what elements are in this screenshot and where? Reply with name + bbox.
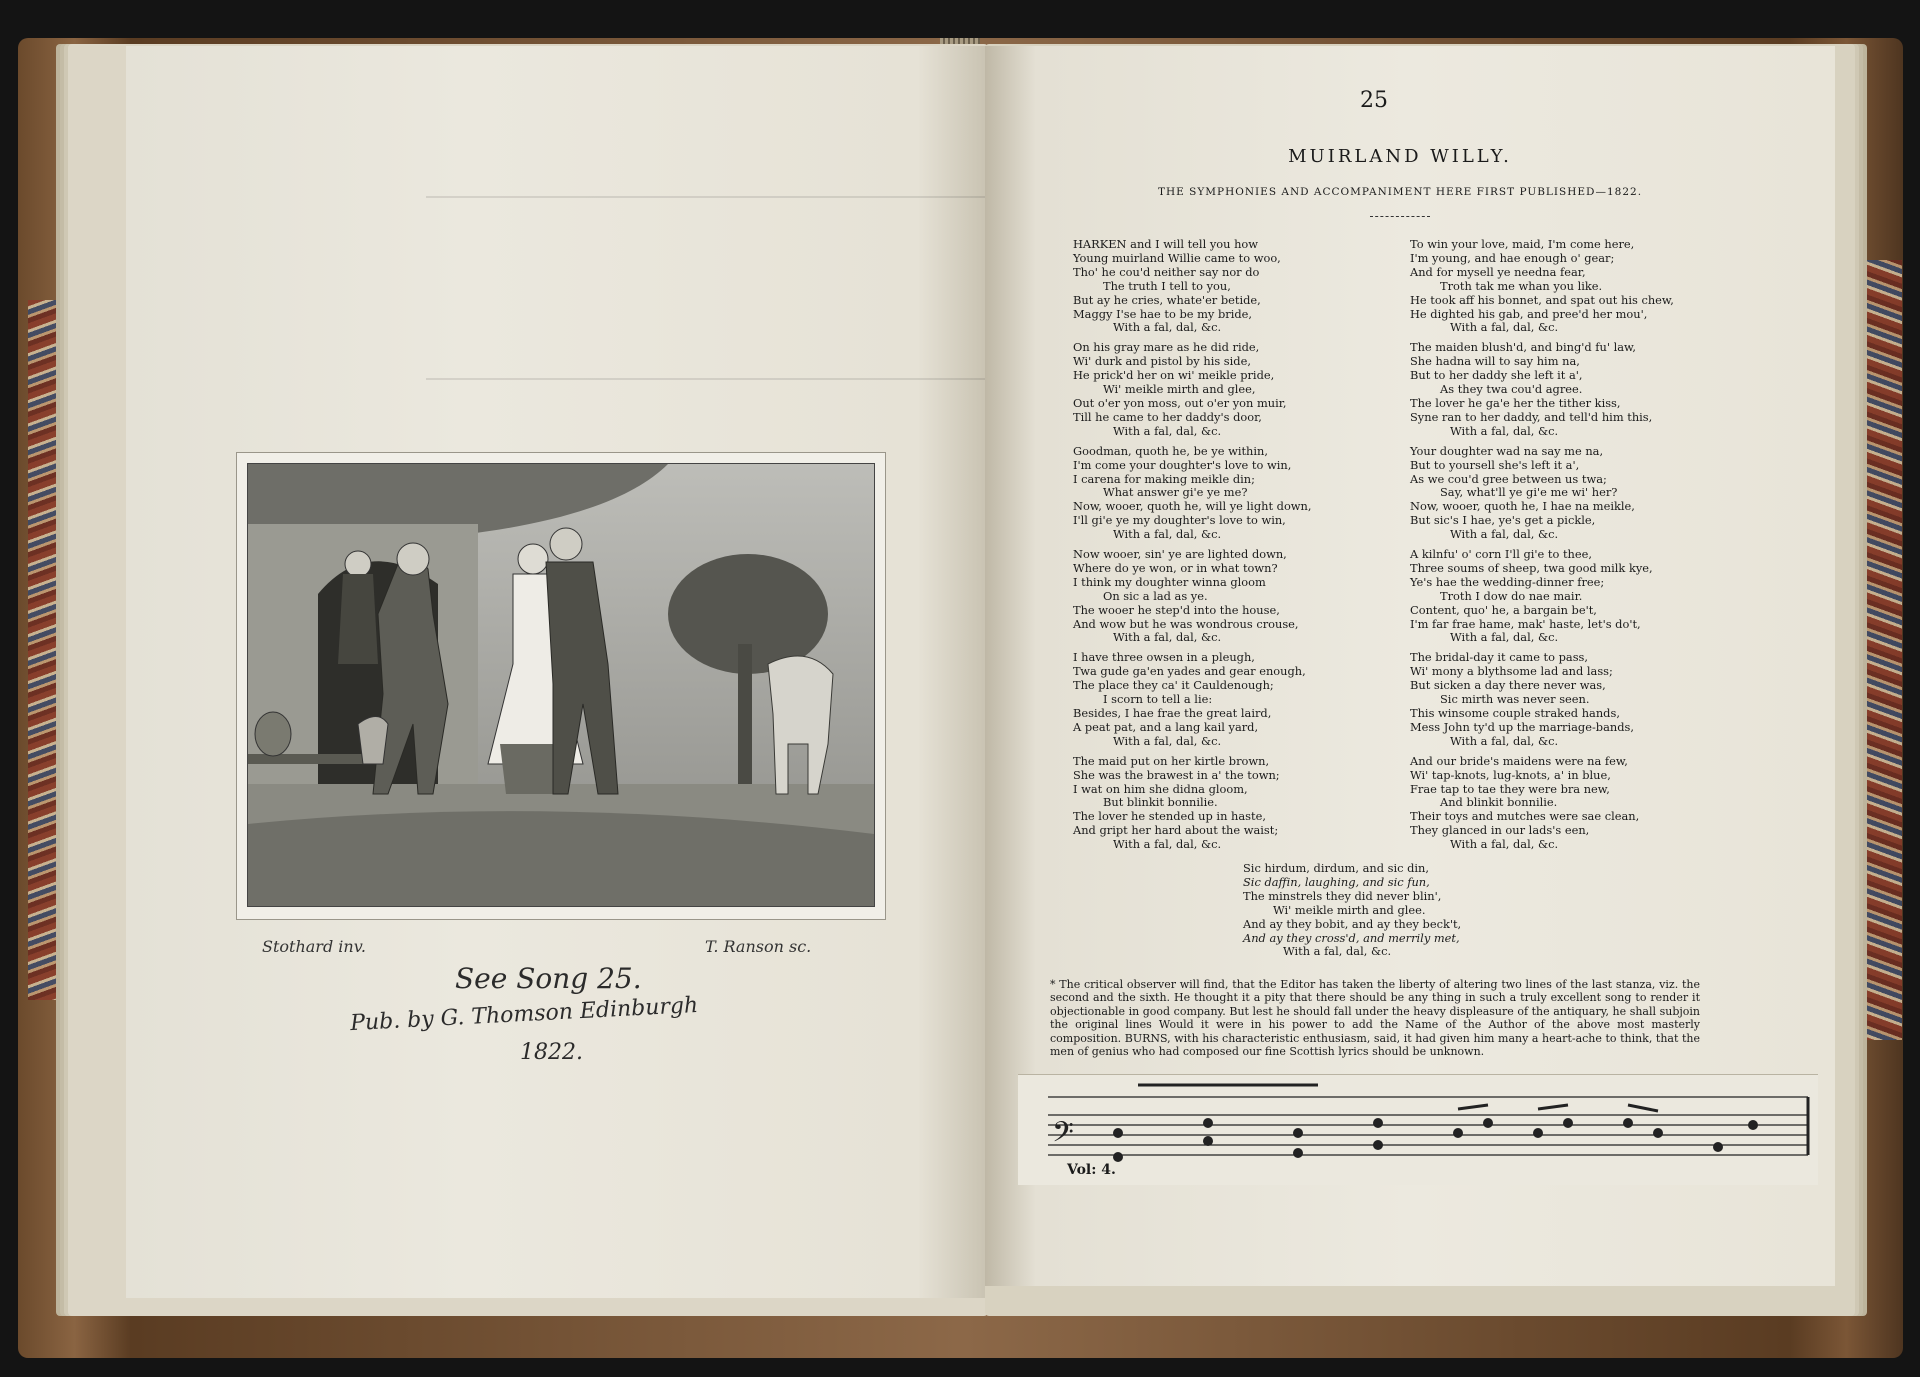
lyric-line: As we cou'd gree between us twa;	[1410, 471, 1607, 486]
lyric-line: Wi' tap-knots, lug-knots, a' in blue,	[1410, 767, 1611, 782]
lyric-line: And wow but he was wondrous crouse,	[1073, 616, 1299, 631]
lyric-line: What answer gi'e ye me?	[1103, 485, 1248, 500]
lyric-line: He prick'd her on wi' meikle pride,	[1073, 368, 1275, 383]
svg-text:𝄢: 𝄢	[1052, 1116, 1074, 1156]
lyric-line: Maggy I'se hae to be my bride,	[1073, 306, 1253, 321]
lyric-line: Young muirland Willie came to woo,	[1073, 250, 1281, 265]
stanza	[1410, 755, 1720, 852]
stanza	[1073, 238, 1373, 335]
lyric-line: With a fal, dal, &c.	[1113, 423, 1222, 438]
footnote: * The critical observer will find, that the Editor has taken the liberty of altering two lines of the last stanza, viz. the second and the sixth. He thought it a pity that there should be any thing in such a truly excellent song to render it objectionable in good company. But lest he should fall under the heavy displeasure of the antiquary, he shall subjoin the original lines Would it were in his power to add the Name of the Author of the above most masterly composition. BURNS, with his characteristic enthusiasm, said, it had given him many a heart-ache to think, that the men of genius who had composed our fine Scottish lyrics should be unknown.	[1050, 978, 1700, 1059]
lyric-line: Now wooer, sin' ye are lighted down,	[1073, 547, 1287, 562]
music-staff-fragment	[1018, 1074, 1818, 1185]
lyric-line: With a fal, dal, &c.	[1450, 423, 1559, 438]
lyric-line: This winsome couple straked hands,	[1410, 706, 1620, 720]
lyric-line: The lover he ga'e her the tither kiss,	[1410, 395, 1621, 410]
handwritten-note-line-1: See Song 25.	[455, 962, 642, 995]
stanza	[1073, 548, 1373, 645]
stanza	[1073, 755, 1373, 852]
lyric-line: Besides, I hae frae the great laird,	[1073, 706, 1272, 720]
lyric-line: Out o'er yon moss, out o'er yon muir,	[1073, 395, 1287, 410]
lyric-line: The wooer he step'd into the house,	[1073, 602, 1280, 617]
lyric-line: And ay they cross'd, and merrily met,	[1243, 930, 1460, 945]
music-notation	[1018, 1075, 1818, 1185]
lyric-line: To win your love, maid, I'm come here,	[1410, 237, 1635, 251]
stanza	[1410, 238, 1720, 335]
volume-label: Vol: 4.	[1067, 1162, 1116, 1178]
lyrics-final-stanza	[1243, 862, 1543, 959]
lyric-line: And gript her hard about the waist;	[1073, 823, 1279, 838]
lyric-line: A kilnfu' o' corn I'll gi'e to thee,	[1410, 547, 1592, 562]
lyric-line: And for mysell ye needna fear,	[1410, 264, 1586, 279]
lyric-line: With a fal, dal, &c.	[1450, 630, 1559, 645]
lyric-line: Wi' meikle mirth and glee,	[1103, 382, 1256, 397]
lyric-line: The lover he stended up in haste,	[1073, 809, 1266, 824]
lyric-line: With a fal, dal, &c.	[1283, 944, 1392, 959]
lyric-line: Wi' durk and pistol by his side,	[1073, 354, 1251, 369]
lyric-line: Sic mirth was never seen.	[1440, 692, 1590, 707]
lyric-line: With a fal, dal, &c.	[1450, 320, 1559, 335]
title-ornament	[1370, 216, 1430, 217]
lyric-line: And ay they bobit, and ay they beck't,	[1243, 916, 1462, 931]
lyric-line: Ye's hae the wedding-dinner free;	[1410, 574, 1605, 589]
stanza	[1410, 341, 1720, 438]
lyric-line: Goodman, quoth he, be ye within,	[1073, 443, 1268, 458]
lyric-line: He took aff his bonnet, and spat out his chew,	[1410, 292, 1674, 307]
page-number: 25	[1360, 88, 1388, 113]
lyric-line: I'm young, and hae enough o' gear;	[1410, 250, 1615, 265]
lyric-line: With a fal, dal, &c.	[1113, 733, 1222, 748]
lyric-line: She hadna will to say him na,	[1410, 354, 1580, 369]
lyric-line: HARKEN and I will tell you how	[1073, 237, 1259, 251]
lyric-line: With a fal, dal, &c.	[1113, 527, 1222, 542]
lyric-line: With a fal, dal, &c.	[1113, 837, 1222, 852]
stanza	[1410, 651, 1720, 748]
lyric-line: Wi' mony a blythsome lad and lass;	[1410, 664, 1613, 679]
lyric-line: But blinkit bonnilie.	[1103, 795, 1218, 810]
lyric-line: Mess John ty'd up the marriage-bands,	[1410, 719, 1634, 734]
stanza	[1073, 341, 1373, 438]
lyric-line: Where do ye won, or in what town?	[1073, 560, 1278, 575]
engraving-plate	[236, 452, 886, 920]
lyric-line: A peat pat, and a lang kail yard,	[1073, 719, 1259, 734]
lyric-line: With a fal, dal, &c.	[1450, 837, 1559, 852]
engraving-illustration	[247, 463, 875, 907]
lyric-line: Syne ran to her daddy, and tell'd him this,	[1410, 409, 1653, 424]
lyric-line: But sicken a day there never was,	[1410, 678, 1606, 693]
lyric-line: Troth tak me whan you like.	[1440, 278, 1603, 293]
lyric-line: Sic hirdum, dirdum, and sic din,	[1243, 861, 1430, 875]
lyric-line: Troth I dow do nae mair.	[1440, 588, 1583, 603]
lyric-line: Your doughter wad na say me na,	[1410, 443, 1604, 458]
lyric-line: And blinkit bonnilie.	[1440, 795, 1558, 810]
song-title: MUIRLAND WILLY.	[1288, 146, 1512, 167]
song-subtitle: THE SYMPHONIES AND ACCOMPANIMENT HERE FIRST PUBLISHED—1822.	[1157, 186, 1643, 198]
lyric-line: Say, what'll ye gi'e me wi' her?	[1440, 485, 1618, 500]
lyric-line: The place they ca' it Cauldenough;	[1073, 678, 1274, 693]
lyrics-column-right	[1410, 238, 1720, 858]
lyric-line: But to yoursell she's left it a',	[1410, 457, 1580, 472]
lyric-line: As they twa cou'd agree.	[1440, 382, 1583, 397]
lyric-line: With a fal, dal, &c.	[1450, 733, 1559, 748]
stanza	[1410, 548, 1720, 645]
lyric-line: I scorn to tell a lie:	[1103, 692, 1213, 707]
lyric-line: The maid put on her kirtle brown,	[1073, 753, 1270, 768]
lyrics-column-left	[1073, 238, 1373, 858]
lyric-line: But to her daddy she left it a',	[1410, 368, 1583, 383]
stanza	[1410, 445, 1720, 542]
engraver-credit: T. Ranson sc.	[705, 937, 812, 956]
lyric-line: The maiden blush'd, and bing'd fu' law,	[1410, 340, 1637, 355]
stanza	[1073, 445, 1373, 542]
lyric-line: The minstrels they did never blin',	[1243, 888, 1442, 903]
stanza	[1073, 651, 1373, 748]
lyric-line: With a fal, dal, &c.	[1450, 527, 1559, 542]
lyric-line: With a fal, dal, &c.	[1113, 320, 1222, 335]
lyric-line: Now, wooer, quoth he, I hae na meikle,	[1410, 499, 1635, 514]
marbled-edge-right	[1857, 260, 1902, 1040]
lyric-line: But ay he cries, whate'er betide,	[1073, 292, 1261, 307]
handwritten-note-line-2: Pub. by G. Thomson Edinburgh	[349, 992, 699, 1037]
lyric-line: And our bride's maidens were na few,	[1410, 753, 1628, 768]
handwritten-note-line-3: 1822.	[520, 1040, 583, 1065]
lyric-line: I wat on him she didna gloom,	[1073, 781, 1248, 796]
lyric-line: Now, wooer, quoth he, will ye light down,	[1073, 499, 1312, 514]
lyric-line: Frae tap to tae they were bra new,	[1410, 781, 1610, 796]
lyric-line: Wi' meikle mirth and glee.	[1273, 902, 1426, 917]
lyric-line: The truth I tell to you,	[1103, 278, 1231, 293]
lyric-line: On sic a lad as ye.	[1103, 588, 1208, 603]
lyric-line: I carena for making meikle din;	[1073, 471, 1255, 486]
lyric-line: Tho' he cou'd neither say nor do	[1073, 264, 1260, 279]
lyric-line: Content, quo' he, a bargain be't,	[1410, 602, 1597, 617]
lyric-line: I have three owsen in a pleugh,	[1073, 650, 1255, 665]
lyric-line: I'm far frae hame, mak' haste, let's do't,	[1410, 616, 1641, 631]
lyric-line: Their toys and mutches were sae clean,	[1410, 809, 1640, 824]
lyric-line: The bridal-day it came to pass,	[1410, 650, 1589, 665]
lyric-line: Till he came to her daddy's door,	[1073, 409, 1262, 424]
lyric-line: I'm come your doughter's love to win,	[1073, 457, 1292, 472]
show-through-music	[426, 196, 986, 380]
lyric-line: Twa gude ga'en yades and gear enough,	[1073, 664, 1306, 679]
lyric-line: They glanced in our lads's een,	[1410, 823, 1590, 838]
lyric-line: But sic's I hae, ye's get a pickle,	[1410, 513, 1596, 528]
artist-credit: Stothard inv.	[262, 937, 366, 956]
lyric-line: With a fal, dal, &c.	[1113, 630, 1222, 645]
lyric-line: She was the brawest in a' the town;	[1073, 767, 1280, 782]
lyric-line: Sic daffin, laughing, and sic fun,	[1243, 874, 1430, 889]
lyric-line: I think my doughter winna gloom	[1073, 574, 1266, 589]
lyric-line: Three soums of sheep, twa good milk kye,	[1410, 560, 1653, 575]
lyric-line: On his gray mare as he did ride,	[1073, 340, 1260, 355]
lyric-line: I'll gi'e ye my doughter's love to win,	[1073, 513, 1286, 528]
lyric-line: He dighted his gab, and pree'd her mou',	[1410, 306, 1648, 321]
